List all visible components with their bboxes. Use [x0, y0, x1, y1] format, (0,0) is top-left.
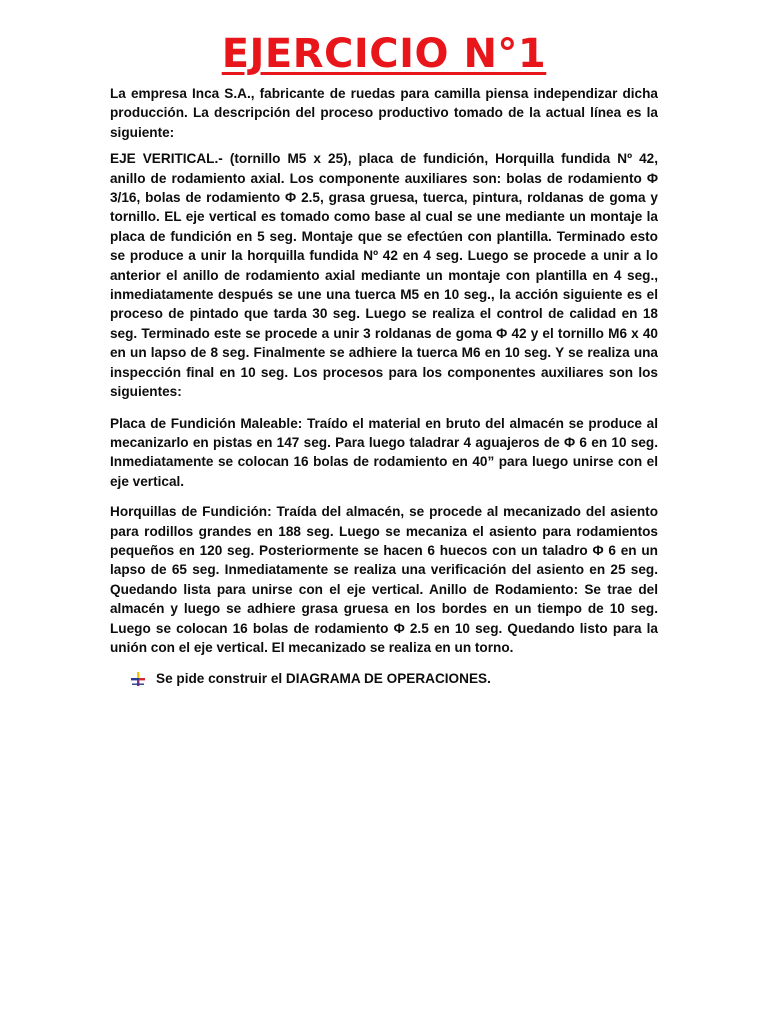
paragraph-intro: La empresa Inca S.A., fabricante de ruedas para camilla piensa independizar dicha producción. La descripción del proceso productivo tomado de la actual línea es la siguiente: — [110, 86, 658, 140]
page-title: EJERCICIO N°1 — [221, 31, 547, 77]
four-color-cross-bullet-icon — [131, 672, 145, 686]
task-bullet — [131, 669, 658, 688]
document-body — [110, 84, 658, 689]
paragraph-horquillas-fundicion: Horquillas de Fundición: Traída del almacén, se procede al mecanizado del asiento para rodillos grandes en 188 seg. Luego se mecaniza el asiento para rodamientos pequeños en 120 seg. Posteriormente se hacen 6 huecos con un taladro Φ 6 en un lapso de 65 seg. Inmediatamente se realiza una verificación del asiento en 25 seg. Quedando lista para unirse con el eje vertical. Anillo de Rodamiento: Se trae del almacén y luego se adhiere grasa gruesa en los bordes en un tiempo de 10 seg. Luego se colocan 16 bolas de rodamiento Φ 2.5 en 10 seg. Quedando listo para la unión con el eje vertical. El mecanizado se realiza en un torno. — [110, 504, 658, 655]
paragraph-eje-vertical: EJE VERITICAL.- (tornillo M5 x 25), placa de fundición, Horquilla fundida Nº 42, anillo de rodamiento axial. Los componente auxiliares son: bolas de rodamiento Φ 3/16, bolas de rodamiento Φ 2.5, grasa gruesa, tuerca, pintura, roldanas de goma y tornillo. EL eje vertical es tomado como base al cual se une mediante un montaje la placa de fundición en 5 seg. Montaje que se efectúen con plantilla. Terminado esto se produce a unir la horquilla fundida Nº 42 en 4 seg. Luego se procede a unir a lo anterior el anillo de rodamiento axial mediante un montaje con plantilla en 4 seg., inmediatamente después se une una tuerca M5 en 10 seg., la acción siguiente es el proceso de pintado que tarda 30 seg. Luego se realiza el control de calidad en 18 seg. Terminado este se procede a unir 3 roldanas de goma Φ 42 y el tornillo M6 x 40 en un lapso de 8 seg. Finalmente se adhiere la tuerca M6 en 10 seg. Y se realiza una inspección final en 10 seg. Los procesos para los componentes auxiliares son los siguientes: — [110, 151, 658, 400]
paragraph-placa-fundicion: Placa de Fundición Maleable: Traído el material en bruto del almacén se produce al mecanizarlo en pistas en 147 seg. Para luego taladrar 4 aguajeros de Φ 6 en 10 seg. Inmediatamente se colocan 16 bolas de rodamiento en 40” para luego unirse con el eje vertical. — [110, 415, 658, 489]
task-instruction: Se pide construir el DIAGRAMA DE OPERACIONES. — [156, 671, 491, 687]
